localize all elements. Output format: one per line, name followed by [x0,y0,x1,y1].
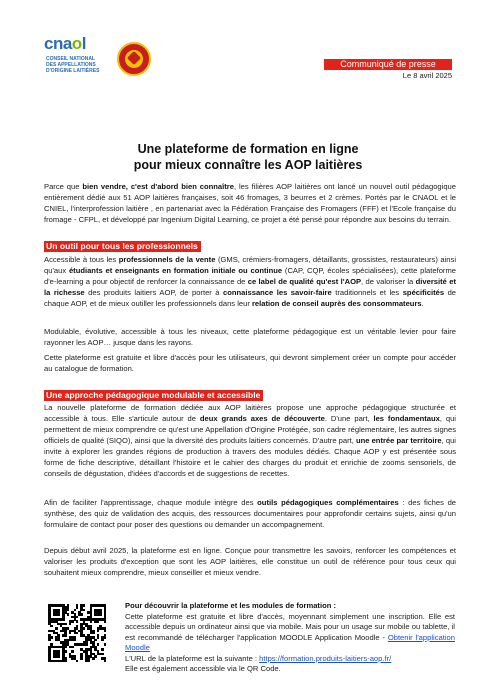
section-heading-approach: Une approche pédagogique modulable et accessible [44,390,263,401]
section2-paragraph-3: Depuis début avril 2025, la plateforme est en ligne. Conçue pour transmettre les savoirs, renforcer les compétences et valoriser les produits d'exception que sont les AOP laitières, elle constitue un outil de référence pour tous ceux qui souhaitent mieux comprendre, mieux conseiller et mieux vendre. [44,546,456,577]
section1-paragraph-3: Cette plateforme est gratuite et libre d'accès pour les utilisateurs, qui devront simplement créer un compte pour accéder au catalogue de formation. [44,353,456,373]
title-line-1: Une plateforme de formation en ligne [137,142,359,156]
logo-part-1: cna [44,34,72,53]
page-title [44,141,452,173]
section2-paragraph-1: La nouvelle plateforme de formation dédiée aux AOP laitières propose une approche pédagogique structurée et accessible à tous. Elle s'articule autour de deux grands axes de découverte. D'une part, les fondamentaux, qui permettent de mieux comprendre ce qu'est une Appellation d'Origine Protégée, son cadre réglementaire, les autres signes officiels de qualité (SIQO), ainsi que la diversité des produits laitiers concernés. D'autre part, une entrée par territoire, qui invite à explorer les grandes régions de production à travers des modules dédiés. Chaque AOP y est présentée sous forme de fiche descriptive, détaillant l'histoire et le cahier des charges du produit et enrichie de zooms sensoriels, de conseils de dégustation, d'idées d'accords et de suggestions de recettes. [44,403,456,478]
logo-wordmark [44,34,86,54]
qr-code-icon [48,604,106,662]
press-release-badge: Communiqué de presse [324,59,452,70]
section2-paragraph-2: Afin de faciliter l'apprentissage, chaque module intègre des outils pédagogiques complémentaires : des fiches de synthèse, des quiz de validation des acquis, des ressources documentaires pour approfondir certains sujets, ainsi qu'un formulaire de contact pour poser des questions ou demander un accompagnement. [44,498,457,529]
section1-paragraph-2: Modulable, évolutive, accessible à tous les niveaux, cette plateforme pédagogique est un véritable levier pour faire rayonner les AOP… jusque dans les rayons. [44,327,456,347]
aop-seal-icon [117,42,151,76]
section-heading-tools: Un outil pour tous les professionnels [44,241,201,252]
logo-part-2: o [71,34,82,53]
intro-paragraph: Parce que bien vendre, c'est d'abord bien connaître, les filières AOP laitières ont lancé un nouvel outil pédagogique entièrement dédié aux 51 AOP laitières françaises, soit 46 fromages, 3 beurres et 2 crèmes. Portés par le CNAOL et le CNIEL, l'interprofession laitière , en partenariat avec la Fédération Française des Fromagers (FFF) et l'Ecole française du fromage - CFPL, et développé par Ingenium Digital Learning, ce projet a été pensé pour répondre aux besoins du terrain. [44,182,456,224]
press-date: Le 8 avril 2025 [402,71,452,80]
logo-subtitle: CONSEIL NATIONAL DES APPELLATIONS D'ORIGINE LAITIÈRES [46,56,100,74]
cnaol-logo [44,34,164,84]
title-line-2: pour mieux connaître les AOP laitières [133,158,363,172]
platform-url-link[interactable]: https://formation.produits-laitiers-aop.fr/ [259,653,392,663]
box-text: Cette plateforme est gratuite et libre d'accès, moyennant simplement une inscription. Elle est accessible depuis un ordinateur ainsi que via mobile. Mais pour un usage sur mobile ou tablette, il est recommandé de télécharger l'application MOODLE Application Moodle - Obtenir l'application Moodle L'URL de la plateforme est la suivante : https://formation.produits-laitiers-aop.fr/ Elle est également accessible via le QR Code. [125,612,455,674]
section1-paragraph-1: Accessible à tous les professionnels de la vente (GMS, crémiers-fromagers, détaillants, grossistes, restaurateurs) ainsi qu'aux étudiants et enseignants en formation initiale ou continue (CAP, CQP, écoles spécialisées), cette plateforme d'e-learning a pour objectif de renforcer la connaissance de ce label de qualité qu'est l'AOP, de valoriser la diversité et la richesse des produits laitiers AOP, de porter à connaissance les savoir-faire traditionnels et les spécificités de chaque AOP, et de mieux outiller les professionnels dans leur relation de conseil auprès des consommateurs. [44,255,457,308]
box-title: Pour découvrir la plateforme et les modules de formation : [125,601,336,610]
logo-part-3: l [81,34,86,53]
moodle-app-link[interactable]: Obtenir l'application Moodle [125,632,455,653]
